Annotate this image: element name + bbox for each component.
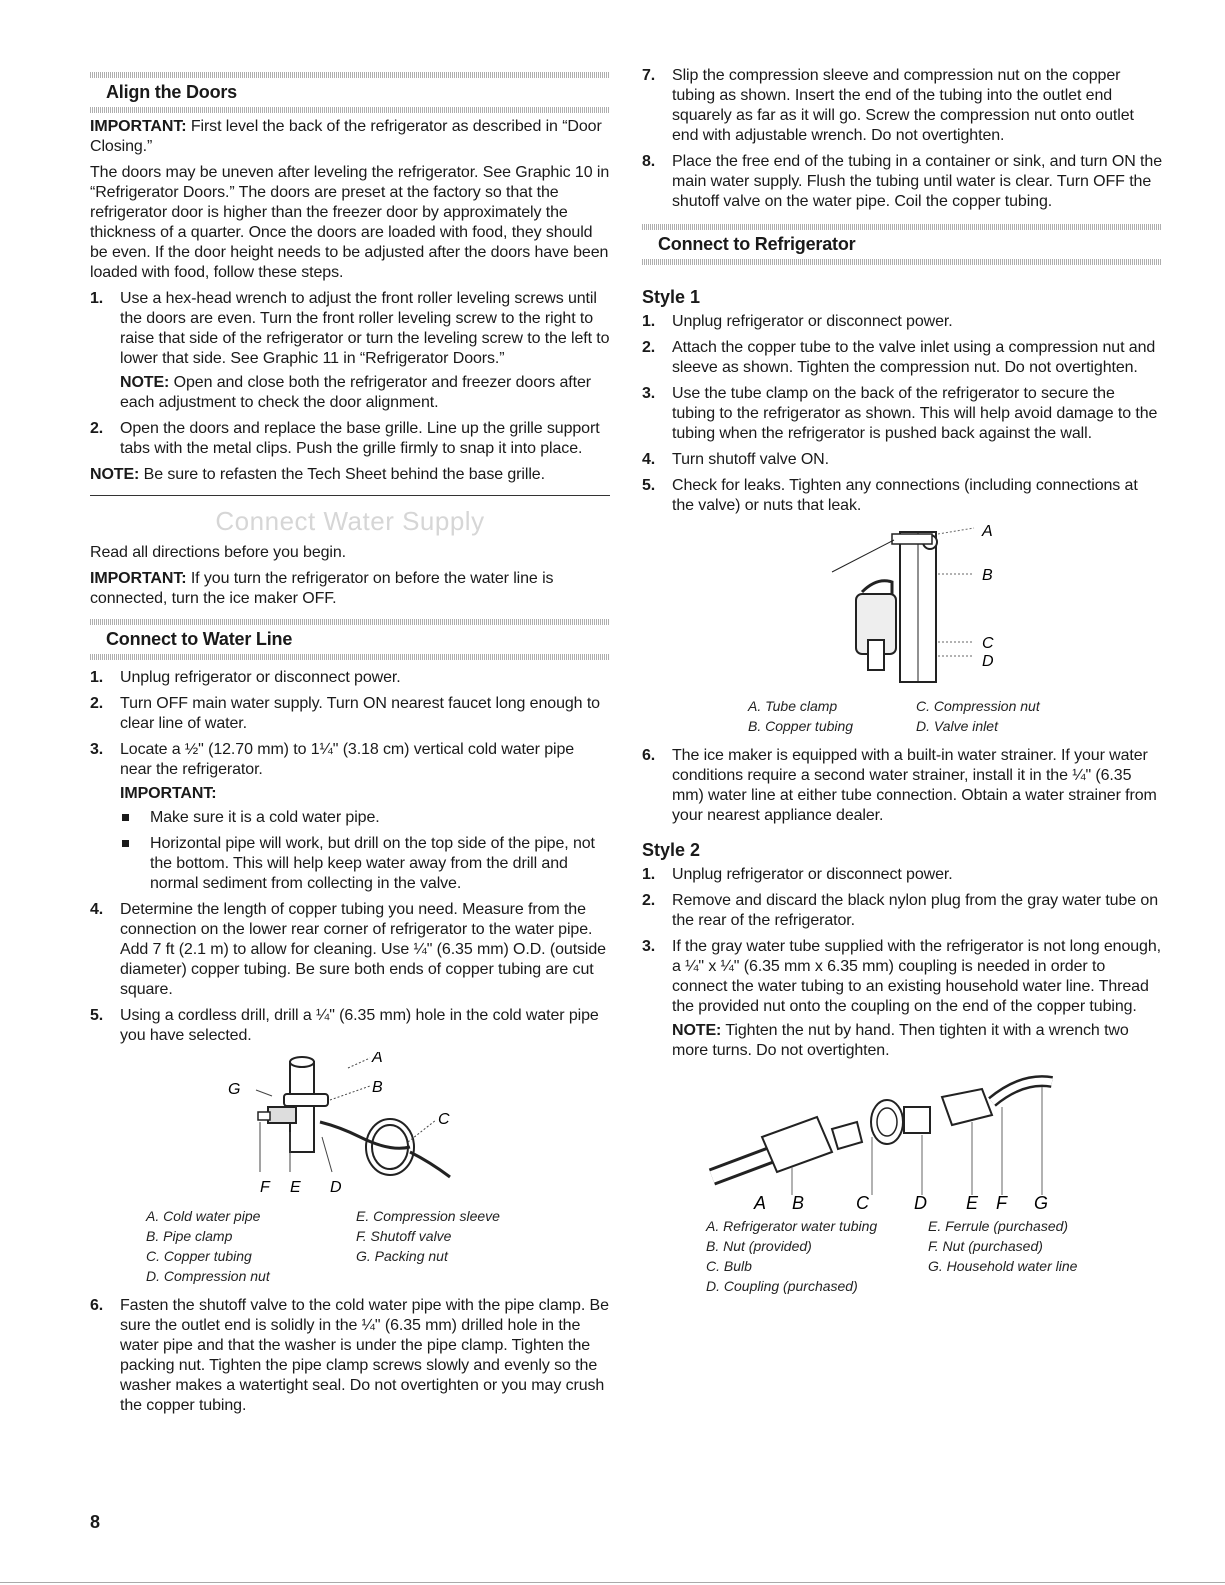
style2-steps bbox=[642, 865, 1162, 1061]
list-item bbox=[90, 289, 610, 413]
legend-item: D. Compression nut bbox=[146, 1268, 270, 1284]
note-label: NOTE: bbox=[120, 374, 170, 391]
fig3-legend bbox=[706, 1216, 1162, 1296]
step-number: 2. bbox=[642, 339, 656, 356]
bullet-text: Horizontal pipe will work, but drill on the top side of the pipe, not the bottom. This will help keep water away from the drill and normal sediment from collecting in the valve. bbox=[150, 835, 595, 892]
shutoff-valve-illustration bbox=[90, 1052, 610, 1202]
fig1-label-a: A bbox=[372, 1052, 383, 1066]
step-number: 4. bbox=[642, 451, 656, 468]
legend-item: B. Copper tubing bbox=[748, 718, 854, 734]
bullet-text: Make sure it is a cold water pipe. bbox=[150, 809, 380, 826]
section-title: Connect to Refrigerator bbox=[658, 234, 856, 254]
fig2-label-b: B bbox=[982, 567, 993, 584]
step-text: If the gray water tube supplied with the refrigerator is not long enough, a ¼" x ¼" (6.35 mm x 6.35 mm) coupling is needed in order to connect the water tubing to an existing household water line. Thread the provided nut onto the coupling on the end of the copper tubing. bbox=[672, 938, 1161, 1015]
list-item bbox=[642, 66, 1162, 146]
legend-item: B. Pipe clamp bbox=[146, 1228, 233, 1244]
step-number: 3. bbox=[642, 385, 656, 402]
step-text: Locate a ½" (12.70 mm) to 1¼" (3.18 cm) vertical cold water pipe near the refrigerator. bbox=[120, 741, 575, 778]
hatch-divider bbox=[90, 107, 610, 113]
note-text: Open and close both the refrigerator and freezer doors after each adjustment to check the door alignment. bbox=[120, 374, 591, 411]
step-text: Using a cordless drill, drill a ¼" (6.35 mm) hole in the cold water pipe you have selected. bbox=[120, 1007, 599, 1044]
water-line-section-header bbox=[90, 619, 610, 660]
coupling-illustration bbox=[642, 1067, 1162, 1212]
step-number: 1. bbox=[90, 669, 104, 686]
note-text: Be sure to refasten the Tech Sheet behind the base grille. bbox=[139, 466, 545, 483]
fig1-label-b: B bbox=[372, 1079, 383, 1096]
fig2-label-c: C bbox=[982, 635, 994, 652]
note-text: Tighten the nut by hand. Then tighten it with a wrench two more turns. Do not overtighten. bbox=[672, 1022, 1129, 1059]
step-text: Unplug refrigerator or disconnect power. bbox=[672, 313, 953, 330]
step-number: 1. bbox=[642, 313, 656, 330]
fig3-label-e: E bbox=[966, 1193, 979, 1212]
style1-title: Style 1 bbox=[642, 287, 701, 307]
step-text: Use a hex-head wrench to adjust the front roller leveling screws until the doors are even. Turn the front roller leveling screw to the right to raise that side of the refrigerator or turn the leveling screw to the left to lower that side. See Graphic 11 in “Refrigerator Doors.” bbox=[120, 290, 610, 367]
list-item bbox=[90, 1006, 610, 1046]
note-label: NOTE: bbox=[672, 1022, 722, 1039]
step-text: Fasten the shutoff valve to the cold water pipe with the pipe clamp. Be sure the outlet end is solidly in the ¼" (6.35 mm) drilled hole in the water pipe and that the washer is under the pipe clamp. Tighten the packing nut. Tighten the pipe clamp screws slowly and evenly so the washer makes a watertight seal. Do not overtighten or you may crush the copper tubing. bbox=[120, 1297, 609, 1414]
fig1-label-e: E bbox=[290, 1179, 301, 1196]
list-item bbox=[642, 338, 1162, 378]
fig3-label-a: A bbox=[754, 1193, 767, 1212]
important-text: First level the back of the refrigerator as described in “Door Closing.” bbox=[90, 118, 602, 155]
step-text: The ice maker is equipped with a built-in water strainer. If your water conditions require a second water strainer, install it in the ¼" (6.35 mm) water line at either tube connection. Obtain a water strainer from your nearest appliance dealer. bbox=[672, 747, 1157, 824]
step-text: Unplug refrigerator or disconnect power. bbox=[120, 669, 401, 686]
hatch-divider bbox=[642, 224, 1162, 230]
list-item bbox=[642, 450, 1162, 470]
legend-item: F. Shutoff valve bbox=[356, 1228, 452, 1244]
style1-steps bbox=[642, 312, 1162, 516]
shutoff-valve-figure bbox=[90, 1052, 610, 1202]
left-column bbox=[90, 62, 610, 1422]
step-number: 2. bbox=[90, 695, 104, 712]
legend-item: A. Refrigerator water tubing bbox=[706, 1218, 878, 1234]
step-number: 3. bbox=[90, 741, 104, 758]
list-item bbox=[90, 740, 610, 894]
fig1-label-d: D bbox=[330, 1179, 342, 1196]
list-item bbox=[642, 746, 1162, 826]
list-item bbox=[642, 384, 1162, 444]
step-text: Turn shutoff valve ON. bbox=[672, 451, 829, 468]
bullet-square-icon bbox=[122, 814, 129, 821]
step-text: Unplug refrigerator or disconnect power. bbox=[672, 866, 953, 883]
legend-col-right bbox=[916, 696, 1116, 736]
fig1-label-f: F bbox=[260, 1179, 270, 1196]
step-number: 8. bbox=[642, 153, 656, 170]
fig1-label-c: C bbox=[438, 1111, 450, 1128]
style1-steps-cont bbox=[642, 746, 1162, 826]
fig3-label-d: D bbox=[914, 1193, 927, 1212]
coupling-figure bbox=[642, 1067, 1162, 1212]
legend-item: G. Packing nut bbox=[356, 1248, 448, 1264]
section-title: Align the Doors bbox=[106, 82, 237, 102]
list-item bbox=[642, 865, 1162, 885]
water-line-steps-top bbox=[642, 66, 1162, 212]
legend-item: F. Nut (purchased) bbox=[928, 1238, 1043, 1254]
fig3-label-c: C bbox=[856, 1193, 869, 1212]
fig3-label-b: B bbox=[792, 1193, 805, 1212]
legend-item: A. Tube clamp bbox=[748, 698, 838, 714]
legend-item: A. Cold water pipe bbox=[146, 1208, 261, 1224]
read-directions: Read all directions before you begin. bbox=[90, 544, 347, 561]
legend-item: B. Nut (provided) bbox=[706, 1238, 812, 1254]
align-note bbox=[90, 465, 610, 485]
step-text: Check for leaks. Tighten any connections (including connections at the valve) or nuts that leak. bbox=[672, 477, 1138, 514]
list-item bbox=[642, 937, 1162, 1061]
legend-col-left bbox=[706, 1216, 928, 1296]
legend-item: E. Ferrule (purchased) bbox=[928, 1218, 1069, 1234]
step-number: 2. bbox=[642, 892, 656, 909]
hatch-divider bbox=[90, 72, 610, 78]
step-text: Slip the compression sleeve and compression nut on the copper tubing as shown. Insert the end of the tubing into the outlet end squarely as far as it will go. Screw the compression nut onto outlet end with adjustable wrench. Do not overtighten. bbox=[672, 67, 1134, 144]
legend-item: C. Compression nut bbox=[916, 698, 1040, 714]
step-text: Turn OFF main water supply. Turn ON nearest faucet long enough to clear line of water. bbox=[120, 695, 600, 732]
step-number: 1. bbox=[90, 290, 104, 307]
section-rule bbox=[90, 495, 610, 496]
bullet-square-icon bbox=[122, 840, 129, 847]
step-number: 3. bbox=[642, 938, 656, 955]
list-item bbox=[642, 312, 1162, 332]
step-number: 6. bbox=[642, 747, 656, 764]
valve-inlet-illustration bbox=[642, 522, 1162, 692]
step-number: 1. bbox=[642, 866, 656, 883]
step-text: Remove and discard the black nylon plug from the gray water tube on the rear of the refrigerator. bbox=[672, 892, 1159, 929]
step-note bbox=[120, 373, 610, 413]
fig2-legend bbox=[748, 696, 1162, 736]
legend-item: D. Valve inlet bbox=[916, 718, 998, 734]
right-column bbox=[642, 62, 1162, 1296]
hatch-divider bbox=[90, 654, 610, 660]
align-paragraph: The doors may be uneven after leveling the refrigerator. See Graphic 10 in “Refrigerator Doors.” The doors are preset at the factory so that the refrigerator door is higher than the freezer door by approximately the thickness of a quarter. Once the doors are loaded with food, they should be even. If the door height needs to be adjusted after the doors have been loaded with food, follow these steps. bbox=[90, 164, 610, 281]
align-doors-section-header bbox=[90, 72, 610, 113]
step-text: Determine the length of copper tubing you need. Measure from the connection on the lower rear corner of refrigerator to the water pipe. Add 7 ft (2.1 m) to allow for cleaning. Use ¼" (6.35 mm) O.D. (outside diameter) copper tubing. Be sure both ends of copper tubing are cut square. bbox=[120, 901, 606, 998]
legend-item: E. Compression sleeve bbox=[356, 1208, 500, 1224]
style2-note bbox=[672, 1021, 1162, 1061]
list-item bbox=[90, 668, 610, 688]
fig2-label-d: D bbox=[982, 653, 994, 670]
legend-item: D. Coupling (purchased) bbox=[706, 1278, 858, 1294]
important-label: IMPORTANT: bbox=[90, 570, 187, 587]
legend-col-right bbox=[928, 1216, 1128, 1296]
legend-item: C. Bulb bbox=[706, 1258, 752, 1274]
step-number: 6. bbox=[90, 1297, 104, 1314]
step-number: 7. bbox=[642, 67, 656, 84]
step-number: 4. bbox=[90, 901, 104, 918]
fig1-legend bbox=[146, 1206, 610, 1286]
hatch-divider bbox=[642, 259, 1162, 265]
list-item bbox=[642, 152, 1162, 212]
list-item bbox=[90, 900, 610, 1000]
legend-col-left bbox=[146, 1206, 356, 1286]
step3-bullets bbox=[120, 808, 610, 894]
align-steps-list bbox=[90, 289, 610, 459]
bullet-item bbox=[120, 834, 610, 894]
step-number: 2. bbox=[90, 420, 104, 437]
list-item bbox=[90, 419, 610, 459]
legend-col-right bbox=[356, 1206, 576, 1286]
fig2-label-a: A bbox=[982, 523, 993, 540]
step3-important: IMPORTANT: bbox=[120, 785, 217, 802]
step-text: Attach the copper tube to the valve inlet using a compression nut and sleeve as shown. Tighten the compression nut. Do not overtighten. bbox=[672, 339, 1156, 376]
page-bottom-rule bbox=[0, 1582, 1225, 1583]
supply-important bbox=[90, 569, 610, 609]
important-text: If you turn the refrigerator on before the water line is connected, turn the ice maker OFF. bbox=[90, 570, 554, 607]
list-item bbox=[642, 891, 1162, 931]
step-text: Open the doors and replace the base grille. Line up the grille support tabs with the metal clips. Push the grille firmly to snap it into place. bbox=[120, 420, 600, 457]
refrigerator-section-header bbox=[642, 224, 1162, 265]
connect-water-supply-heading: Connect Water Supply bbox=[215, 506, 485, 536]
note-label: NOTE: bbox=[90, 466, 140, 483]
water-line-steps-cont bbox=[90, 1296, 610, 1416]
list-item bbox=[90, 694, 610, 734]
fig3-label-f: F bbox=[996, 1193, 1007, 1212]
style2-title: Style 2 bbox=[642, 840, 701, 860]
fig1-label-g: G bbox=[228, 1081, 241, 1098]
list-item bbox=[90, 1296, 610, 1416]
step-number: 5. bbox=[642, 477, 656, 494]
step-text: Use the tube clamp on the back of the refrigerator to secure the tubing to the refrigerator as shown. This will help avoid damage to the tubing when the refrigerator is pushed back against the wall. bbox=[672, 385, 1158, 442]
legend-col-left bbox=[748, 696, 916, 736]
water-line-steps bbox=[90, 668, 610, 1046]
important-label: IMPORTANT: bbox=[90, 118, 187, 135]
legend-item: C. Copper tubing bbox=[146, 1248, 252, 1264]
valve-inlet-figure bbox=[642, 522, 1162, 692]
fig3-label-g: G bbox=[1034, 1193, 1049, 1212]
legend-item: G. Household water line bbox=[928, 1258, 1078, 1274]
align-important bbox=[90, 117, 610, 157]
step-number: 5. bbox=[90, 1007, 104, 1024]
section-title: Connect to Water Line bbox=[106, 629, 293, 649]
bullet-item bbox=[120, 808, 610, 828]
hatch-divider bbox=[90, 619, 610, 625]
page-number: 8 bbox=[90, 1512, 101, 1532]
step-text: Place the free end of the tubing in a container or sink, and turn ON the main water supply. Flush the tubing until water is clear. Turn OFF the shutoff valve on the water pipe. Coil the copper tubing. bbox=[672, 153, 1162, 210]
list-item bbox=[642, 476, 1162, 516]
